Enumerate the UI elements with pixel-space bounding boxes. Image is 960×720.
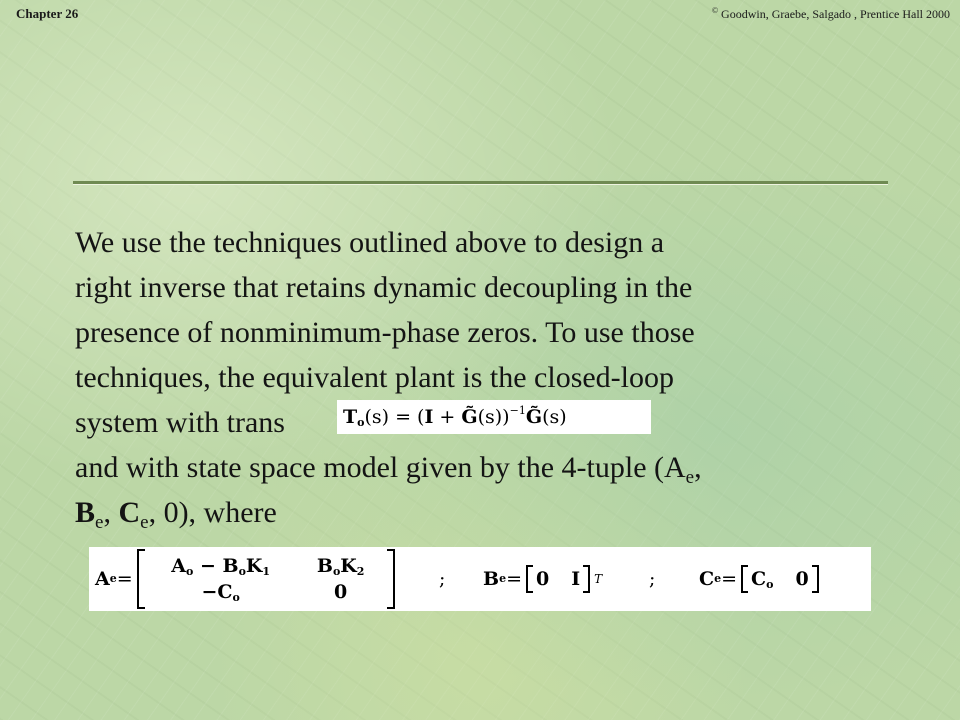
state-space-equation [89, 547, 871, 611]
ae-matrix [137, 553, 395, 605]
m11-b: − B [193, 555, 239, 577]
semicolon-1: ; [439, 568, 446, 590]
ce-v1-sub: o [766, 578, 774, 591]
ce-vector [741, 565, 819, 593]
copyright-notice [712, 6, 950, 22]
body-line-6 [75, 445, 905, 490]
tf-lhs: T [343, 406, 358, 428]
m21-c-sub: o [232, 591, 240, 604]
m12-b: B [316, 555, 333, 577]
be-equals: = [506, 568, 522, 590]
ce-label: C [699, 568, 715, 590]
ae-m11 [146, 555, 296, 577]
be-symbol: B [75, 496, 96, 529]
m11-b-sub: o [238, 565, 246, 578]
tf-lhs-arg: (s) = ( [364, 406, 425, 428]
m11-a: A [171, 555, 186, 577]
chapter-label: Chapter 26 [16, 6, 79, 21]
ae-m22: 0 [334, 581, 348, 603]
ae-subscript: e [685, 467, 695, 488]
m12-k: K [340, 555, 357, 577]
ce-v2: 0 [795, 568, 809, 590]
m21-c: −C [201, 581, 233, 603]
be-subscript: e [95, 512, 104, 533]
body-line-5: system with trans [75, 406, 285, 439]
slide-body-text [75, 220, 905, 535]
ae-m21 [146, 581, 296, 603]
tf-plus: + [433, 406, 462, 428]
body-line-6-comma: , [694, 451, 702, 484]
copyright-symbol: © [711, 6, 719, 15]
m11-k-sub: 1 [262, 565, 271, 578]
tf-gtilde-2: G̃ [525, 406, 543, 428]
be-v2: I [571, 568, 581, 590]
ae-label: A [95, 568, 110, 590]
ae-m12 [296, 555, 386, 577]
be-definition: B e = 0 I T [483, 547, 602, 611]
body-line-6-text: and with state space model given by the 4-tuple (A [75, 451, 686, 484]
ce-definition: C e = $C_o$ 0 [699, 547, 823, 611]
m12-k-sub: 2 [356, 565, 365, 578]
tf-gtilde: G̃ [461, 406, 478, 428]
be-vector [526, 565, 590, 593]
tf-exponent: −1 [509, 404, 526, 417]
copyright-text: Goodwin, Graebe, Salgado , Prentice Hall 2000 [718, 7, 950, 21]
m12-b-sub: o [332, 565, 341, 578]
be-label: B [483, 568, 500, 590]
ae-matrix-row-2 [146, 579, 386, 605]
ae-definition: A e = $A_o - B_oK_1$ $B_oK_2$ $-C_o$ 0 [95, 547, 399, 611]
ae-equals: = [116, 568, 133, 590]
body-line-7-tail: , 0), where [148, 496, 277, 529]
tf-garg-2: (s) [542, 406, 567, 428]
m11-a-sub: o [186, 565, 194, 578]
be-separator: , [103, 496, 119, 529]
body-line-4: techniques, the equivalent plant is the closed-loop [75, 361, 675, 394]
body-line-7 [75, 490, 905, 535]
body-line-1: We use the techniques outlined above to design a [75, 226, 665, 259]
m11-k: K [245, 555, 263, 577]
semicolon-2: ; [649, 568, 656, 590]
body-line-2: right inverse that retains dynamic decoupling in the [75, 271, 693, 304]
tf-lhs-sub: o [357, 416, 365, 429]
ce-symbol: C [118, 496, 141, 529]
be-v1: 0 [535, 568, 550, 590]
ce-v1: C [751, 568, 767, 590]
tf-garg: (s)) [477, 406, 510, 428]
transfer-function-equation [337, 400, 651, 434]
ae-matrix-row-1 [146, 553, 386, 579]
ce-equals: = [721, 568, 738, 590]
title-divider [73, 181, 888, 185]
ce-subscript: e [140, 512, 149, 533]
body-line-3: presence of nonminimum-phase zeros. To use those [75, 316, 695, 349]
tf-identity: I [424, 406, 434, 428]
